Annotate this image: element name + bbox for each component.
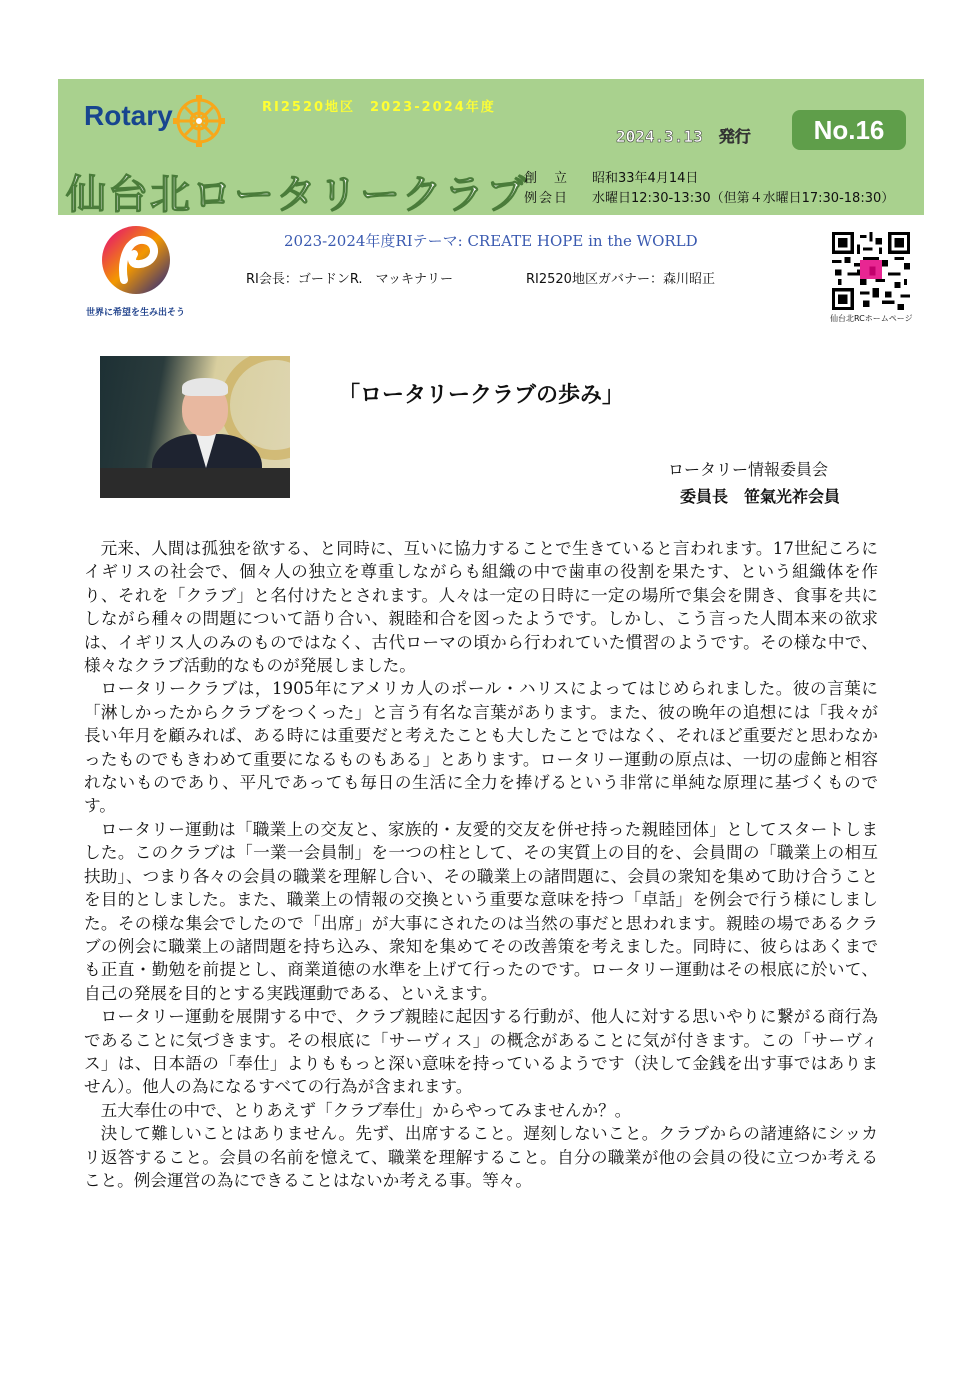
qr-caption: 仙台北RCホームページ xyxy=(830,314,913,323)
paragraph: 五大奉仕の中で、とりあえず「クラブ奉仕」からやってみませんか？。 xyxy=(100,1100,632,1120)
author-name: 委員長 笹氣光祚会員 xyxy=(680,487,841,506)
article-title: 「ロータリークラブの歩み」 xyxy=(338,383,625,408)
speaker-photo xyxy=(100,356,290,498)
ri-theme-title: 2023-2024年度RIテーマ: CREATE HOPE in the WORLD xyxy=(284,232,698,250)
paragraph: 決して難しいことはありません。先ず、出席すること。遅刻しないこと。クラブからの諸連絡にシッカリ返答すること。会員の名前を憶えて、職業を理解すること。自分の職業が他の会員の役に立つか考えること。例会運営の為にできることはないか考える事。等々。 xyxy=(84,1124,878,1190)
meeting-label: 例会日 xyxy=(524,191,570,206)
podium xyxy=(100,468,290,498)
founded-line xyxy=(524,167,698,186)
district-label: RI2520地区 2023-2024年度 xyxy=(262,100,496,115)
speaker-hair xyxy=(182,378,228,396)
ri-president: RI会長：ゴードンR. マッキナリー xyxy=(246,272,454,287)
founded-label: 創 立 xyxy=(524,171,570,186)
theme-logo-caption: 世界に希望を生み出そう xyxy=(86,308,186,318)
article-body xyxy=(84,537,878,1192)
rotary-logo-text: Rotary xyxy=(84,100,173,131)
club-name: 仙台北ロータリークラブ xyxy=(66,172,528,218)
issue-number-badge: No.16 xyxy=(792,110,906,150)
district-governor: RI2520地区ガバナー：森川昭正 xyxy=(526,272,715,287)
theme-logo-icon xyxy=(100,224,172,296)
paragraph: 元来、人間は孤独を欲する、と同時に、互いに協力することで生きていると言われます。17世紀ころにイギリスの社会で、個々人の独立を尊重しながらも組織の中で歯車の役割を果たす、という組織体を作り、それを「クラブ」と名付けたとされます。人々は一定の日時に一定の場所で集会を開き、食事を共にしながら種々の問題について語り合い、親睦和合を図ったようです。しかし、こう言った人間本来の欲求は、イギリス人のみのものではなく、古代ローマの頃から行われていた慣習のようです。その様な中で、様々なクラブ活動的なものが発展しました。 xyxy=(84,539,878,676)
paragraph: ロータリー運動を展開する中で、クラブ親睦に起因する行動が、他人に対する思いやりに繋がる商行為であることに気づきます。その根底に「サーヴィス」の概念があることに気が付きます。この「サーヴィス」は、日本語の「奉仕」よりももっと深い意味を持っているようです（決して金銭を出す事ではありません）。他人の為になるすべての行為が含まれます。 xyxy=(84,1007,878,1097)
paragraph: ロータリー運動は「職業上の交友と、家族的・友愛的交友を併せ持った親睦団体」としてスタートしました。このクラブは「一業一会員制」を一つの柱として、その実質上の目的を、会員間の「職業上の相互扶助」、つまり各々の会員の職業を理解し合い、その職業上の諸問題に、会員の衆知を集めて助け合うことを目的としました。また、職業上の情報の交換という重要な意味を持つ「卓話」を例会で行う様にしました。その様な集会でしたので「出席」が大事にされたのは当然の事だと思われます。親睦の場であるクラブの例会に職業上の諸問題を持ち込み、衆知を集めてその改善策を考えました。同時に、彼らはあくまでも正直・勤勉を前提とし、商業道徳の水準を上げて行ったのです。ロータリー運動はその根底に於いて、自己の発展を目的とする実践運動である、といえます。 xyxy=(84,819,878,1003)
committee-name: ロータリー情報委員会 xyxy=(668,460,829,479)
issue-date: 2024.3.13 発行 xyxy=(616,127,751,146)
paragraph: ロータリークラブは，1905年にアメリカ人のポール・ハリスによってはじめられました。彼の言葉に「淋しかったからクラブをつくった」と言う有名な言葉があります。また、彼の晩年の追想には「我々が長い年月を顧みれば、ある時には重要だと考えたことも大したことではなく、それほど重要だと思わなかったものでもきわめて重要になるものもある」とあります。ロータリー運動の原点は、一切の虚飾と相容れないものであり、平凡であっても毎日の生活に全力を捧げるという非常に単純な原理に基づくものです。 xyxy=(84,679,878,816)
rotary-wheel-icon xyxy=(173,95,225,147)
meeting-value: 水曜日12:30-13:30（但第４水曜日17:30-18:30） xyxy=(592,191,895,206)
meeting-line xyxy=(524,187,894,206)
qr-code-icon[interactable] xyxy=(832,232,910,310)
founded-value: 昭和33年4月14日 xyxy=(592,171,699,186)
